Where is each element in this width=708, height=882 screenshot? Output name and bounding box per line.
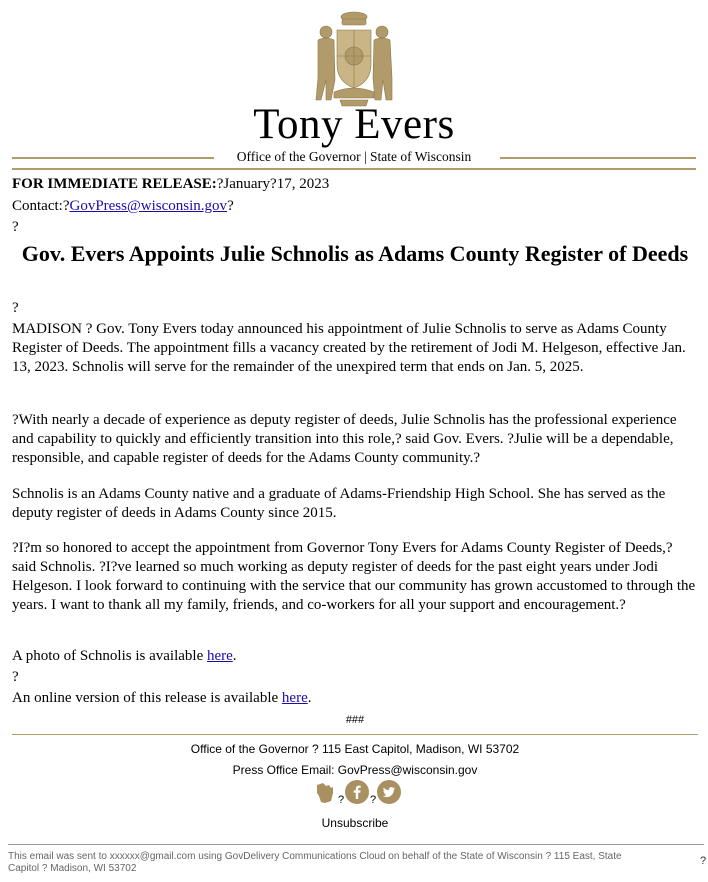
photo-suffix: . [232,648,237,664]
photo-line [12,647,698,666]
paragraph-1: MADISON ? Gov. Tony Evers today announced his appointment of Julie Schnolis to serve as Adams County Register of Deeds. The appointment fills a vacancy created by the retirement of Jodi M. Helgeson, effective Jan. 13, 2023. Schnolis will serve for the remainder of the unexpired term that ends on Jan. 5, 2025. [12,321,686,375]
header-rule-right [500,157,696,159]
photo-link[interactable]: here [206,648,233,664]
social-links [314,779,404,807]
contact-line [12,197,698,216]
office-title: Office of the Governor | State of Wisconsin [236,149,472,164]
wisconsin-state-seal-icon [304,8,404,108]
social-separator: ? [370,794,377,806]
paragraph-4: ?I?m so honored to accept the appointment from Governor Tony Evers for Adams County Register of Deeds,? said Schnolis. ?I?ve learned so much working as deputy register of deeds for the past eight years under Jodi Helgeson. I look forward to continuing with the service that our community has grown accustomed to through the years. I want to thank all my family, friends, and co-workers for all your support and encouragement.? [12,540,696,613]
contact-label: Contact:? [12,198,70,214]
twitter-icon[interactable] [377,780,401,804]
online-line [12,689,698,708]
governor-name-logo: Tony Evers [253,101,455,148]
footer-address: Office of the Governor ? 115 East Capitol, Madison, WI 53702 [190,742,520,756]
contact-suffix: ? [227,198,234,214]
disclaimer-trailing: ? [700,855,707,867]
disclaimer-divider [8,844,704,845]
online-suffix: . [307,690,312,706]
online-prefix: An online version of this release is available [12,690,282,706]
footer-press-email: Press Office Email: GovPress@wisconsin.gov [232,763,478,777]
unsubscribe-link[interactable]: Unsubscribe [321,816,389,830]
spacer-text: ? [12,300,19,316]
release-line [12,175,698,194]
end-mark: ### [345,714,365,726]
disclaimer-text: This email was sent to xxxxxx@gmail.com using GovDelivery Communications Cloud on behalf of the State of Wisconsin ? 115 East, State Capitol ? Madison, WI 53702 [8,851,622,874]
headline: Gov. Evers Appoints Julie Schnolis as Adams County Register of Deeds [21,241,689,266]
online-version-link[interactable]: here [281,690,308,706]
footer-divider [12,734,698,735]
spacer-text: ? [12,219,19,235]
office-line [12,148,696,168]
photo-prefix: A photo of Schnolis is available [12,648,207,664]
spacer-text: ? [12,669,19,685]
social-separator: ? [338,794,345,806]
release-date: ?January?17, 2023 [216,176,330,192]
contact-email-link[interactable]: GovPress@wisconsin.gov [69,198,228,214]
wisconsin-map-icon[interactable] [314,781,336,805]
release-label: FOR IMMEDIATE RELEASE: [12,176,217,192]
paragraph-2: ?With nearly a decade of experience as deputy register of deeds, Julie Schnolis has the professional experience and capability to quickly and efficiently transition into this role,? said Gov. Evers. ?Julie will be a dependable, responsible, and capable register of deeds for the Adams County community.? [12,412,677,466]
paragraph-3: Schnolis is an Adams County native and a graduate of Adams-Friendship High School. She has served as the deputy register of deeds in Adams County since 2015. [12,486,666,521]
header-divider [12,168,696,170]
facebook-icon[interactable] [345,780,369,804]
